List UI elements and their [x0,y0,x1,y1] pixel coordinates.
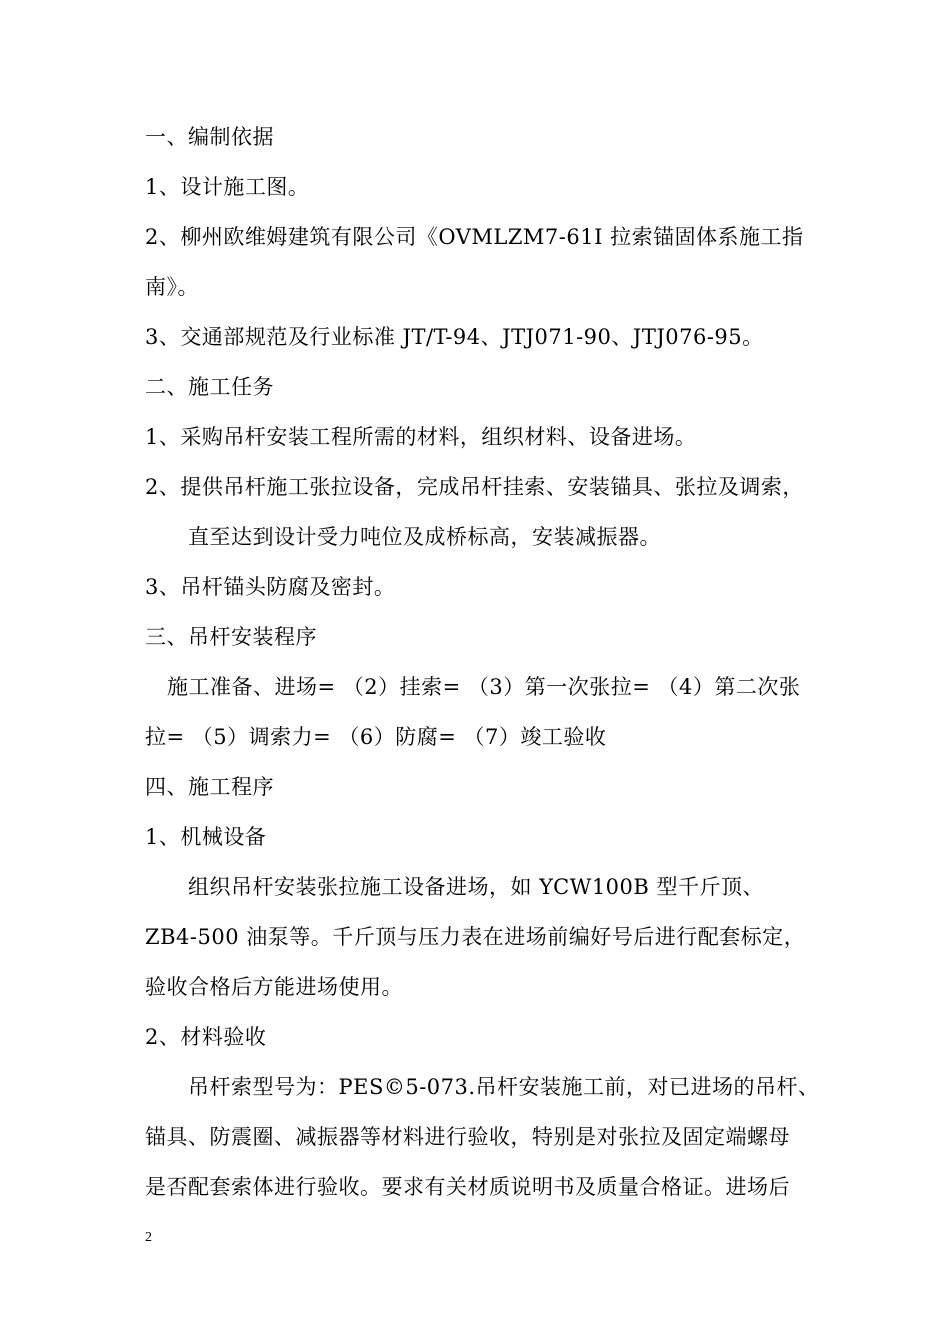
paragraph-line: 2、柳州欧维姆建筑有限公司《OVMLZM7-61I 拉索锚固体系施工指 [145,225,804,249]
heading-installation-procedure: 三、吊杆安装程序 [145,625,317,649]
paragraph-line: 锚具、防震圈、减振器等材料进行验收，特别是对张拉及固定端螺母 [145,1125,790,1149]
paragraph-line: 施工准备、进场= （2）挂索= （3）第一次张拉= （4）第二次张 [167,675,801,699]
paragraph-line: 1、采购吊杆安装工程所需的材料，组织材料、设备进场。 [145,425,697,449]
page-number: 2 [145,1230,152,1245]
paragraph-line: ZB4-500 油泵等。千斤顶与压力表在进场前编好号后进行配套标定， [145,925,806,949]
paragraph-line: 吊杆索型号为：PES©5-073.吊杆安装施工前，对已进场的吊杆、 [188,1075,820,1099]
paragraph-line: 直至达到设计受力吨位及成桥标高，安装减振器。 [188,525,661,549]
paragraph-line: 2、提供吊杆施工张拉设备，完成吊杆挂索、安装锚具、张拉及调索， [145,475,804,499]
paragraph-line: 验收合格后方能进场使用。 [145,975,403,999]
paragraph-line: 组织吊杆安装张拉施工设备进场，如 YCW100B 型千斤顶、 [188,875,765,899]
heading-compilation-basis: 一、编制依据 [145,125,274,149]
paragraph-line: 3、交通部规范及行业标准 JT/T-94、JTJ071-90、JTJ076-95。 [145,325,764,349]
paragraph-line: 1、设计施工图。 [145,175,310,199]
paragraph-line: 3、吊杆锚头防腐及密封。 [145,575,396,599]
subheading-material-acceptance: 2、材料验收 [145,1025,267,1049]
paragraph-line: 拉= （5）调索力= （6）防腐= （7）竣工验收 [145,725,607,749]
heading-construction-procedure: 四、施工程序 [145,775,274,799]
paragraph-line: 南》。 [145,275,199,299]
subheading-machinery: 1、机械设备 [145,825,267,849]
paragraph-line: 是否配套索体进行验收。要求有关材质说明书及质量合格证。进场后 [145,1175,790,1199]
heading-construction-tasks: 二、施工任务 [145,375,274,399]
